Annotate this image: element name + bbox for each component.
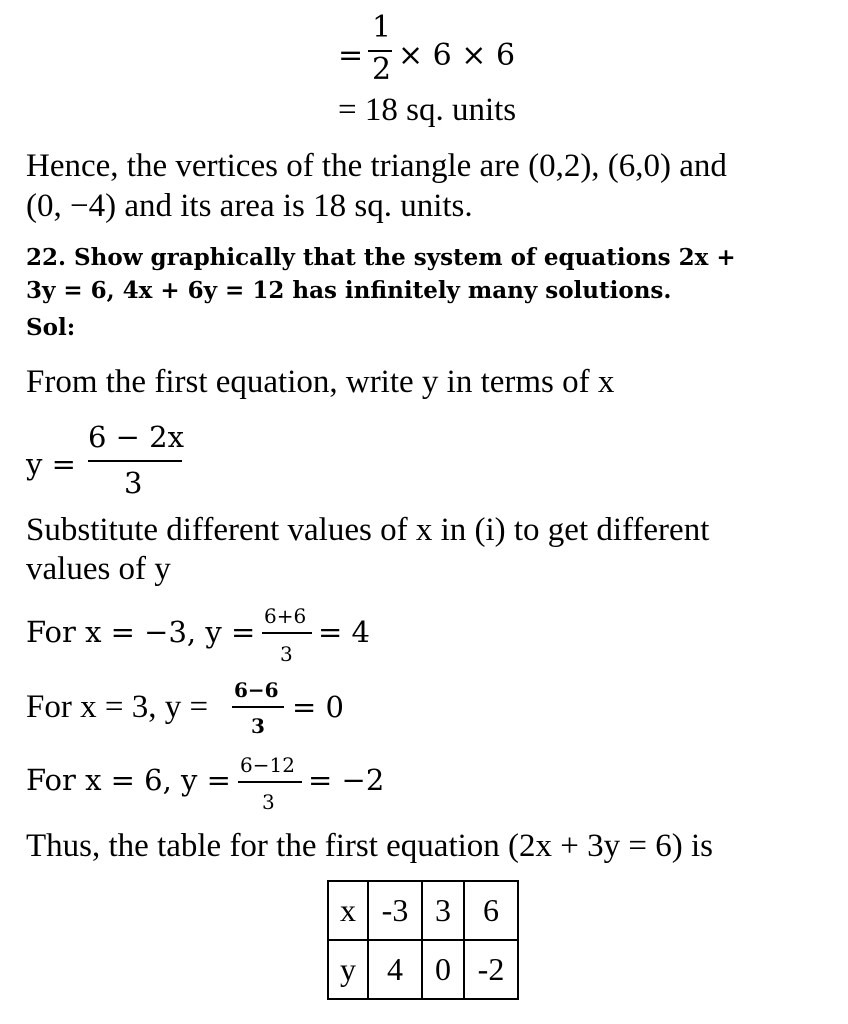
y-fraction-numerator: 6 − 2x [88,420,184,454]
table-intro: Thus, the table for the first equation (2x + 3y = 6) is [26,828,713,864]
case-2-fraction-bar [232,706,284,708]
y-fraction-bar [88,460,182,462]
case-1-fraction-bar [262,632,312,634]
y-equals [26,447,76,481]
case-1-prefix: For x = −3, y = [26,615,256,649]
case-3-fraction-bar [238,781,302,783]
values-table [327,880,519,1000]
case-1-denominator: 3 [280,642,293,666]
y-fraction-denominator: 3 [124,466,143,500]
case-2-result: = 0 [292,690,344,724]
solution-intro: From the first equation, write y in terms of x [26,364,615,400]
table-row [328,940,518,999]
area-result: = 18 sq. units [338,92,517,128]
conclusion-line-1: Hence, the vertices of the triangle are (0,2), (6,0) and [26,148,727,184]
case-3-denominator: 3 [262,790,275,814]
conclusion-line-2: (0, −4) and its area is 18 sq. units. [26,188,473,224]
table-cell: x [328,881,368,940]
question-line-1: 22. Show graphically that the system of equations 2x + [26,244,736,271]
table-row [328,881,518,940]
case-3-numerator: 6−12 [240,753,295,777]
multiplication-expression: × 6 × 6 [398,38,516,73]
sol-label: Sol: [26,314,76,341]
case-2-denominator: 3 [251,714,265,738]
table-cell: 6 [464,881,518,940]
case-3-result: = −2 [308,763,385,797]
substitute-line-1: Substitute different values of x in (i) to get different [26,512,710,548]
question-line-2: 3y = 6, 4x + 6y = 12 has infinitely many solutions. [26,277,672,304]
y-equals-text: y = [26,447,76,481]
case-2-prefix: For x = 3, y = [26,689,209,725]
substitute-line-2: values of y [26,551,171,587]
case-3-prefix: For x = 6, y = [26,763,231,797]
case-2-numerator: 6−6 [234,678,279,702]
table-cell: 0 [422,940,464,999]
case-1-numerator: 6+6 [264,604,307,628]
table-cell: 3 [422,881,464,940]
fraction-numerator: 1 [372,10,392,45]
case-1-result: = 4 [318,615,370,649]
table-cell: -3 [368,881,422,940]
equals-sign: = [338,38,364,73]
fraction-denominator: 2 [372,52,392,87]
table-cell: 4 [368,940,422,999]
table-cell: -2 [464,940,518,999]
table-cell: y [328,940,368,999]
